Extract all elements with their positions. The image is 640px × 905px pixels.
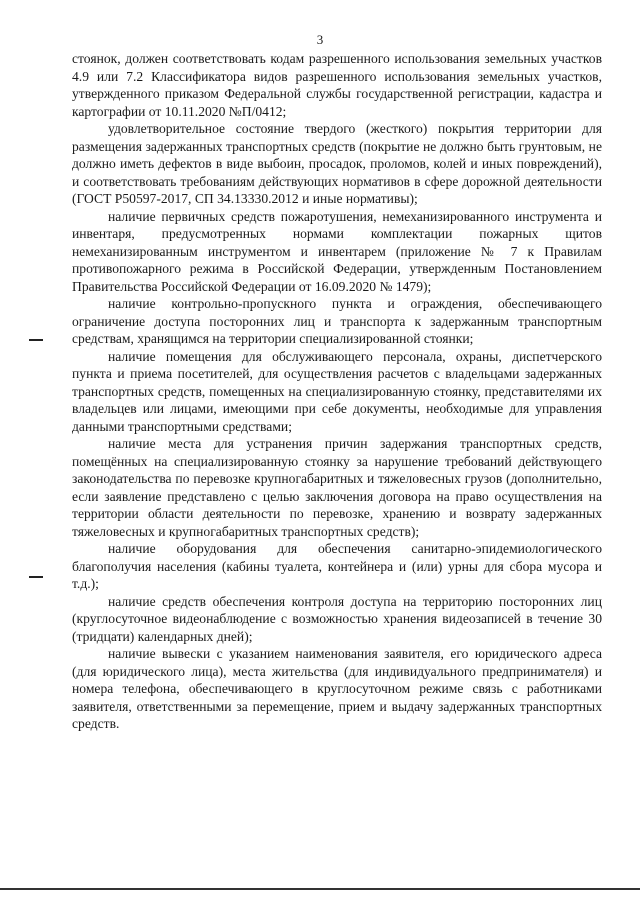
page-number: 3 (316, 32, 324, 47)
paragraph-sanitary: наличие оборудования для обеспечения санитарно-эпидемиологического благополучия населения (кабины туалета, контейнера и (или) урны для сбора мусора и т.д.); (72, 541, 602, 591)
paragraph-cargo-area: наличие места для устранения причин задержания транспортных средств, помещённых на специализированную стоянку за нарушение требований действующего законодательства по перевозке крупногабаритных и тяжеловесных грузов (дополнительно, если заявление представлено с целью заключения договора на право осуществления на территории области деятельности по перевозке, хранению и возврату задержанных тяжеловесных и крупногабаритных транспортных средств); (72, 436, 602, 539)
paragraph-surface-condition: удовлетворительное состояние твердого (жесткого) покрытия территории для размещения задержанных транспортных средств (покрытие не должно быть грунтовым, не должно иметь дефектов в виде выбоин, просадок, проломов, колей и иных повреждений), и соответствовать требованиям действующих нормативов в сфере дорожной деятельности (ГОСТ Р50597-2017, СП 34.13330.2012 и иные нормативы); (72, 121, 602, 206)
paragraph-signboard: наличие вывески с указанием наименования заявителя, его юридического адреса (для юридического лица), места жительства (для индивидуального предпринимателя) и номера телефона, обеспечивающего в круглосуточном режиме связь с работниками заявителя, ответственными за перемещение, прием и выдачу задержанных транспортных средств. (72, 646, 602, 731)
paragraph-access-control: наличие средств обеспечения контроля доступа на территорию посторонних лиц (круглосуточное видеонаблюдение с возможностью хранения видеозаписей в течение 30 (тридцати) календарных дней); (72, 593, 602, 644)
margin-dash-mark (29, 576, 43, 578)
document-body (72, 50, 602, 733)
paragraph-continuation: стоянок, должен соответствовать кодам разрешенного использования земельных участков 4.9 или 7.2 Классификатора видов разрешенного использования земельных участков, утвержденного приказом Федеральной службы государственной регистрации, кадастра и картографии от 10.11.2020 №П/0412; (72, 51, 602, 119)
margin-dash-mark (29, 339, 43, 341)
bottom-scan-edge (0, 888, 640, 890)
paragraph-staff-premises: наличие помещения для обслуживающего персонала, охраны, диспетчерского пункта и приема посетителей, для осуществления расчетов с владельцами задержанных транспортных средств, помещенных на специализированную стоянку, представителями их владельцев или лицами, имеющими при себе документы, необходимые для управления данными транспортными средствами; (72, 348, 602, 434)
paragraph-fire-equipment: наличие первичных средств пожаротушения, немеханизированного инструмента и инвентаря, предусмотренных нормами комплектации пожарных щитов немеханизированным инструментом и инвентарем (приложение № 7 к Правилам противопожарного режима в Российской Федерации, утвержденным Постановлением Правительства Российской Федерации от 16.09.2020 № 1479); (72, 208, 602, 294)
paragraph-checkpoint: наличие контрольно-пропускного пункта и ограждения, обеспечивающего ограничение доступа посторонних лиц и транспорта к задержанным транспортным средствам, хранящимся на территории специализированной стоянки; (72, 296, 602, 346)
